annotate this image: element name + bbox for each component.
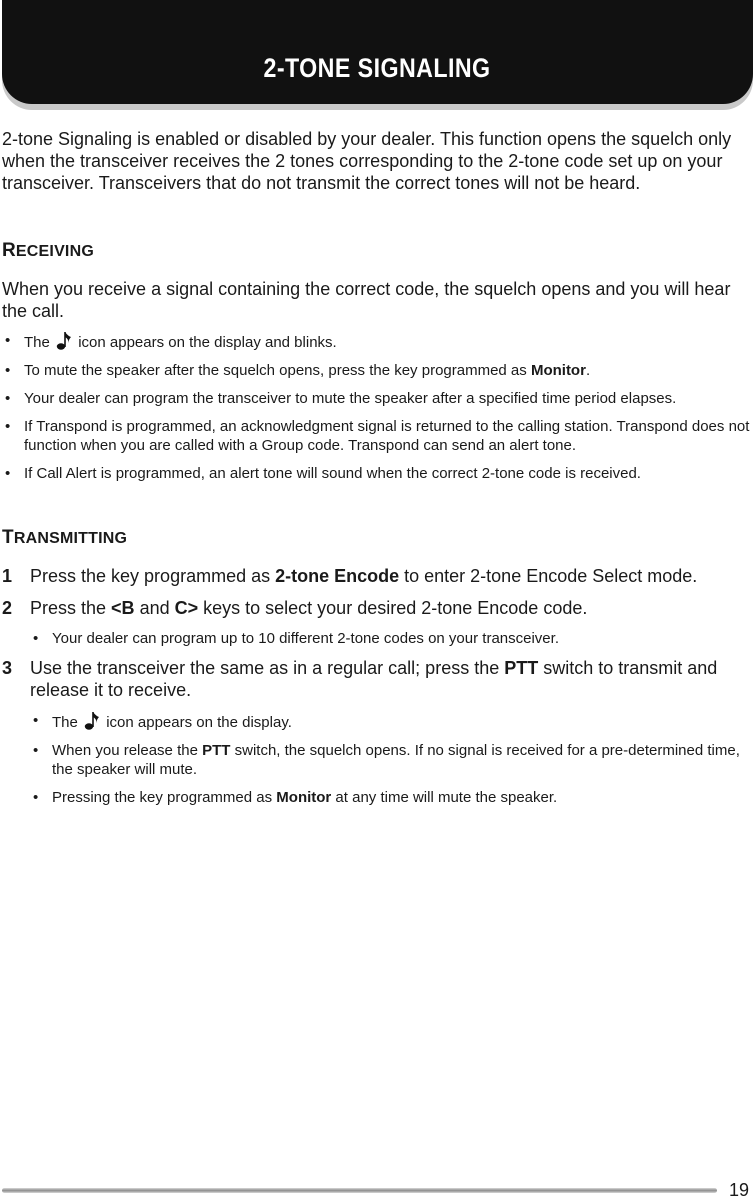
step-3 [2,657,750,807]
list-item: • Your dealer can program the transceiver to mute the speaker after a specified time period elapses. [5,390,677,407]
receiving-bullets [2,331,750,483]
list-item: • The icon appears on the display. [33,712,292,731]
page-title: 2-TONE SIGNALING [263,53,492,83]
list-item: • Your dealer can program up to 10 different 2-tone codes on your transceiver. [33,630,559,647]
step-text: Press the key programmed as 2-tone Encode to enter 2-tone Encode Select mode. [30,566,698,586]
step-number: 1 [2,566,13,586]
music-note-icon [56,331,72,351]
header-banner [0,0,755,112]
step-text: Use the transceiver the same as in a regular call; press the PTT switch to transmit and release it to receive. [30,658,718,700]
step-number: 3 [2,658,13,678]
receiving-intro: When you receive a signal containing the correct code, the squelch opens and you will hear the call. [2,279,731,321]
page-footer [0,1180,755,1201]
main-content [2,128,750,816]
page-number: 19 [729,1180,750,1200]
intro-paragraph: 2-tone Signaling is enabled or disabled by your dealer. This function opens the squelch only when the transceiver receives the 2 tones corresponding to the 2-tone code set up on your transceiver. Transceivers that do not transmit the correct tones will not be heard. [2,129,732,193]
receiving-heading: RECEIVING [2,240,94,261]
banner [2,0,753,104]
list-item: • To mute the speaker after the squelch opens, press the key programmed as Monitor. [5,362,591,379]
step-text: Press the <B and C> keys to select your desired 2-tone Encode code. [30,598,588,618]
transmitting-heading: TRANSMITTING [2,527,128,548]
step-3-bullets [30,711,750,807]
list-item: • If Call Alert is programmed, an alert tone will sound when the correct 2-tone code is received. [5,465,641,482]
step-2 [2,597,750,648]
music-note-icon [84,711,100,731]
list-item: • If Transpond is programmed, an acknowledgment signal is returned to the calling station. Transpond does not function when you are called with a Group code. Transpond can send an alert tone. [5,418,750,454]
step-2-bullets [30,629,750,648]
step-1 [2,565,750,587]
list-item: • Pressing the key programmed as Monitor at any time will mute the speaker. [33,789,558,806]
list-item: • The icon appears on the display and blinks. [5,332,337,351]
transmitting-steps [2,565,750,807]
step-number: 2 [2,598,13,618]
list-item: • When you release the PTT switch, the squelch opens. If no signal is received for a pre-determined time, the speaker will mute. [33,742,740,778]
footer-rule [2,1188,717,1193]
